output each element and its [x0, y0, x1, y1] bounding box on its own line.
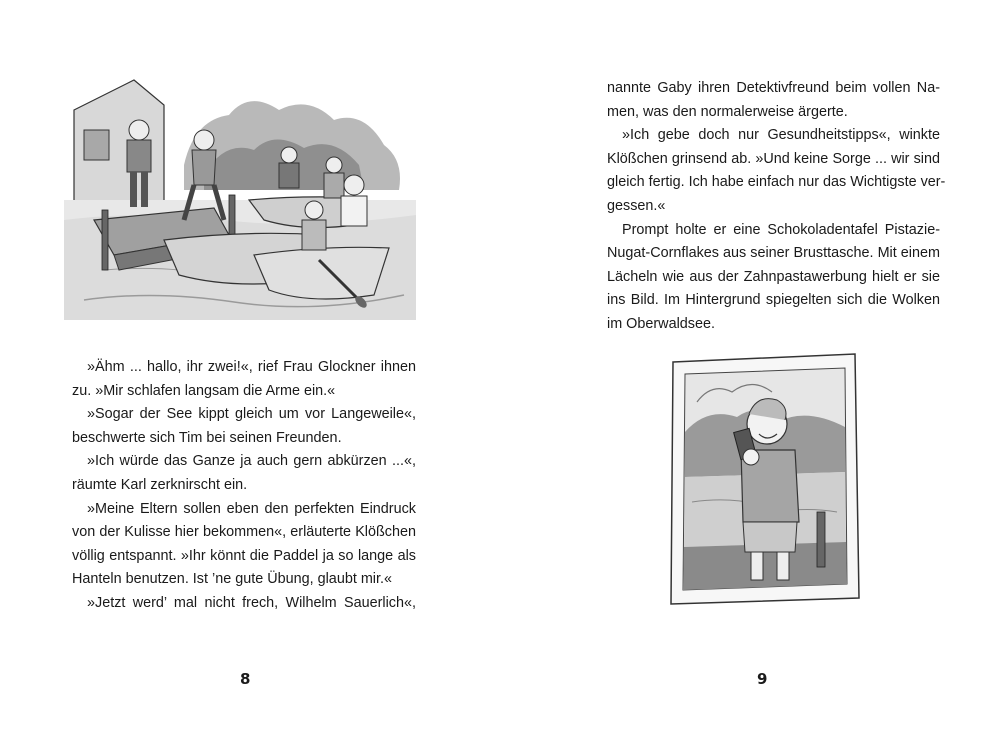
text-line: men, was den normalerweise ärgerte.: [607, 103, 848, 120]
text-line: Hanteln benutzen. Ist ’ne gute Übung, glaubt mir.«: [72, 571, 393, 588]
text-line: »Ähm ... hallo, ihr zwei!«, rief Frau Glockner ihnen: [87, 359, 416, 375]
text-line: völlig entspannt. »Ihr könnt die Paddel ja so lange als: [72, 547, 416, 564]
text-line: »Ich gebe doch nur Gesundheitstipps«, winkte: [622, 127, 940, 144]
left-page-text: [72, 356, 416, 616]
page-number: 8: [240, 670, 251, 688]
lake-boats-illustration: [64, 70, 416, 320]
text-line: Prompt holte er eine Schokoladentafel Pistazie-: [622, 221, 940, 238]
text-line: im Oberwaldsee.: [607, 315, 715, 332]
text-line: nannte Gaby ihren Detektivfreund beim vollen Na-: [607, 80, 940, 96]
text-line: zu. »Mir schlafen langsam die Arme ein.«: [72, 382, 336, 399]
right-page-text: [607, 77, 946, 337]
text-line: räumte Karl zerknirscht ein.: [72, 476, 248, 493]
text-line: »Ich würde das Ganze ja auch gern abkürzen ...«,: [87, 453, 416, 470]
text-line: »Jetzt werd’ mal nicht frech, Wilhelm Sauerlich«,: [87, 594, 416, 611]
photo-illustration: [667, 352, 863, 606]
text-line: »Meine Eltern sollen eben den perfekten Eindruck: [87, 500, 416, 517]
text-line: beschwerte sich Tim bei seinen Freunden.: [72, 429, 342, 446]
text-line: gleich fertig. Ich habe einfach nur das Wichtigste ver-: [607, 174, 946, 191]
text-line: gessen.«: [607, 197, 666, 214]
text-line: ins Bild. Im Hintergrund spiegelten sich die Wolken: [607, 292, 940, 309]
text-line: »Sogar der See kippt gleich um vor Langeweile«,: [87, 406, 416, 423]
text-line: Lächeln wie aus der Zahnpastawerbung hielt er sie: [607, 268, 940, 285]
page-number: 9: [757, 670, 768, 688]
text-line: Klößchen grinsend ab. »Und keine Sorge ... wir sind: [607, 150, 940, 167]
right-page: [504, 0, 1008, 731]
text-line: Nugat-Cornflakes aus seiner Brusttasche. Mit einem: [607, 245, 940, 262]
text-line: von der Kulisse hier bekommen«, erläuterte Klößchen: [72, 524, 416, 541]
